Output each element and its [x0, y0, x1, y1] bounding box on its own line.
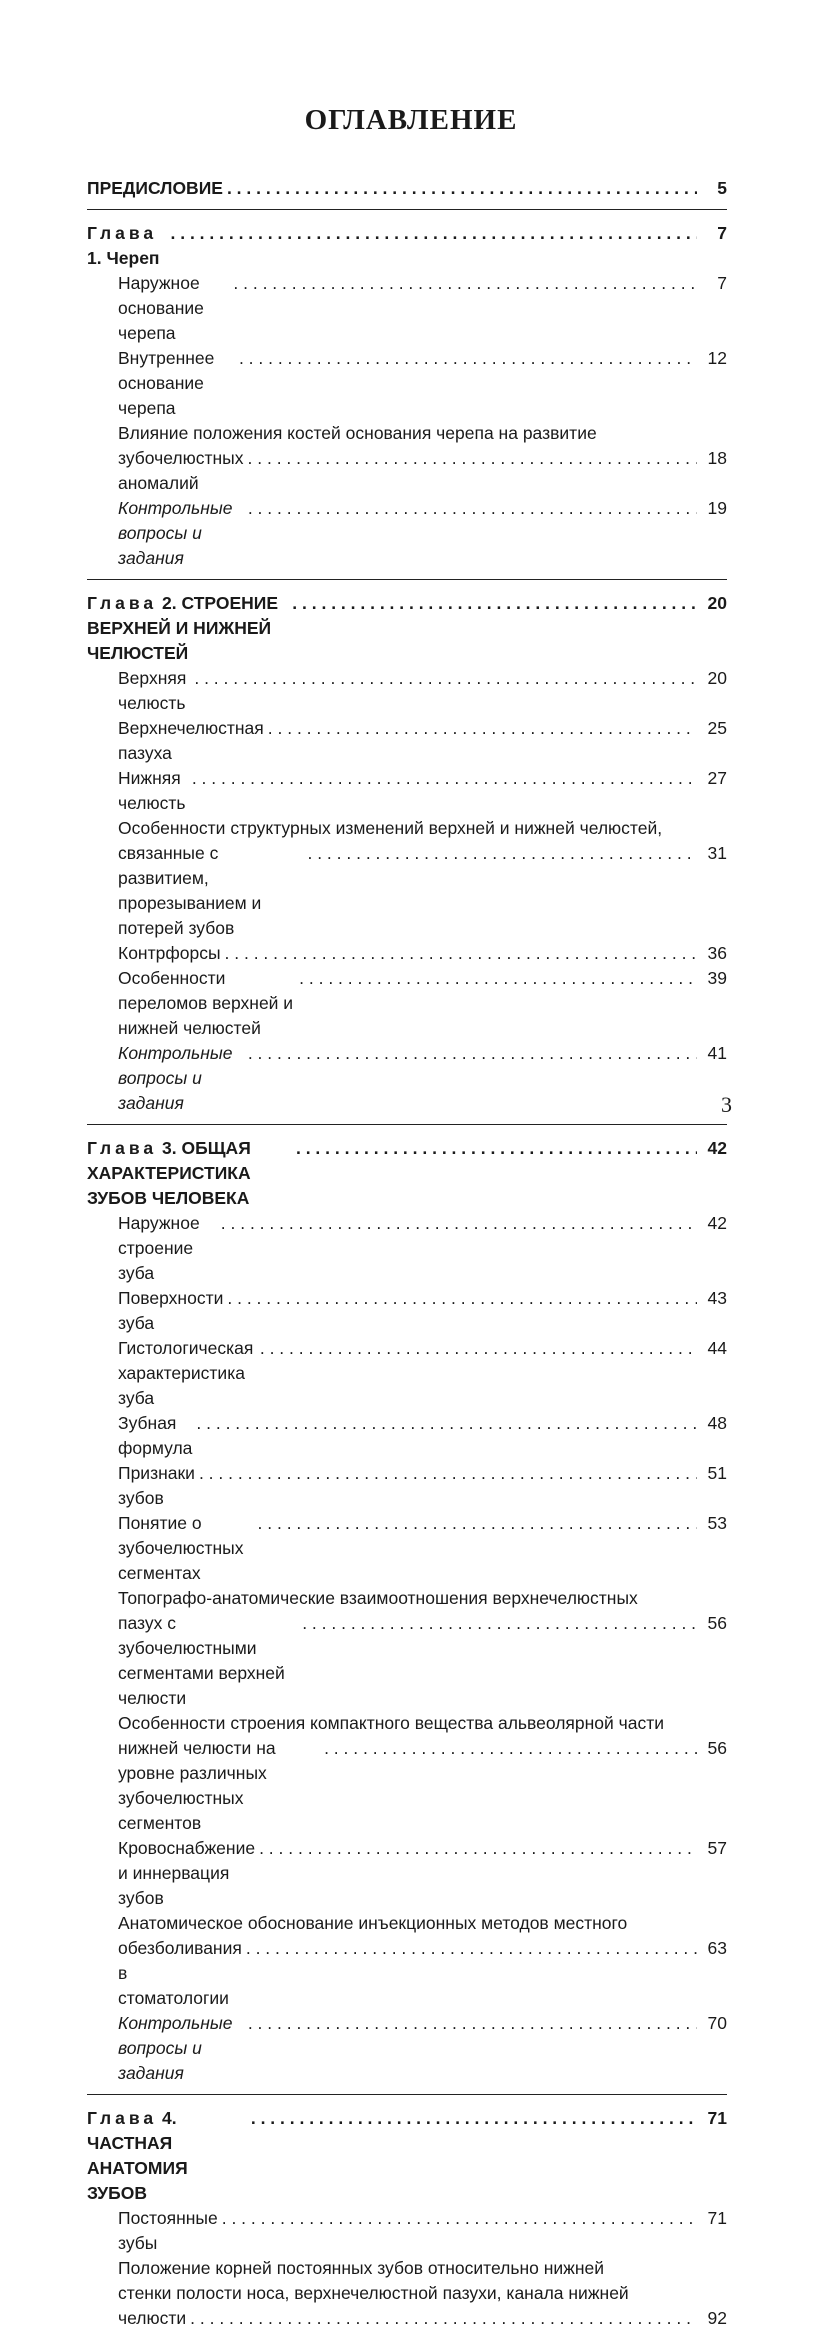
preface-page: 5 — [717, 178, 727, 198]
entry-page: 18 — [707, 448, 727, 468]
entry-line: Положение корней постоянных зубов относительно нижней — [118, 2258, 605, 2278]
chapter-number: 4. — [162, 2108, 177, 2128]
chapter-page: 71 — [707, 2108, 727, 2128]
entry-page: 63 — [707, 1938, 727, 1958]
dot-leader — [222, 2206, 697, 2231]
entry-page: 27 — [707, 768, 727, 788]
entry-label: Понятие о зубочелюстных сегментах — [118, 1513, 244, 1583]
entry-page: 51 — [707, 1463, 727, 1483]
entry-label: связанные с развитием, прорезыванием и потерей зубов — [118, 843, 262, 938]
entry-page: 57 — [707, 1838, 727, 1858]
entry-line: Топографо-анатомические взаимоотношения верхнечелюстных — [118, 1588, 638, 1608]
dot-leader — [194, 666, 697, 691]
chapter-title: СТРОЕНИЕ ВЕРХНЕЙ И НИЖНЕЙ ЧЕЛЮСТЕЙ — [87, 593, 279, 663]
entry-page: 31 — [707, 843, 727, 863]
entry-line: Анатомическое обоснование инъекционных методов местного — [118, 1913, 628, 1933]
dot-leader — [192, 766, 697, 791]
table-of-contents — [87, 176, 727, 2350]
dot-leader — [190, 2306, 697, 2331]
entry-page: 19 — [707, 498, 727, 518]
entry-page: 12 — [707, 348, 727, 368]
entry-line: Особенности структурных изменений верхней и нижней челюстей, — [118, 818, 663, 838]
entry-label: Постоянные зубы — [118, 2208, 218, 2253]
chapter-word: Глава — [87, 593, 158, 613]
toc-entry[interactable] — [87, 766, 727, 816]
chapter-title: Череп — [106, 248, 160, 268]
entry-label: Поверхности зуба — [118, 1288, 224, 1333]
page-number: 3 — [721, 1092, 732, 1117]
entry-page: 48 — [707, 1413, 727, 1433]
chapter-1-section — [87, 221, 727, 580]
entry-label: Зубная формула — [118, 1413, 193, 1458]
toc-entry[interactable] — [87, 1836, 727, 1911]
dot-leader — [225, 941, 697, 966]
entry-page: 71 — [707, 2208, 727, 2228]
dot-leader — [248, 496, 697, 521]
dot-leader — [248, 446, 697, 471]
entry-label: Признаки зубов — [118, 1463, 195, 1508]
toc-entry[interactable] — [87, 1286, 727, 1336]
dot-leader — [259, 1836, 697, 1861]
entry-page: 42 — [707, 1213, 727, 1233]
chapter-2-heading[interactable] — [87, 591, 727, 666]
toc-entry[interactable] — [87, 1411, 727, 1461]
toc-entry[interactable] — [87, 2206, 727, 2256]
toc-entry[interactable] — [87, 2011, 727, 2086]
entry-page: 92 — [707, 2308, 727, 2328]
chapter-number: 1. — [87, 248, 102, 268]
entry-line: Влияние положения костей основания черепа на развитие — [118, 423, 597, 443]
chapter-page: 42 — [707, 1138, 727, 1158]
entry-page: 7 — [717, 273, 727, 293]
entry-page: 36 — [707, 943, 727, 963]
dot-leader — [248, 2011, 697, 2036]
entry-page: 43 — [707, 1288, 727, 1308]
toc-entry[interactable] — [87, 1511, 727, 1586]
entry-label: Особенности переломов верхней и нижней челюстей — [118, 968, 294, 1038]
chapter-3-section — [87, 1136, 727, 2095]
dot-leader — [221, 1211, 697, 1236]
entry-page: 56 — [707, 1613, 727, 1633]
dot-leader — [248, 1041, 697, 1066]
chapter-4-heading[interactable] — [87, 2106, 727, 2206]
toc-entry[interactable] — [87, 716, 727, 766]
dot-leader — [292, 591, 697, 616]
chapter-number: 3. — [162, 1138, 177, 1158]
dot-leader — [299, 966, 697, 991]
entry-label: Кровоснабжение и иннервация зубов — [118, 1838, 256, 1908]
toc-entry[interactable] — [87, 841, 727, 941]
entry-page: 25 — [707, 718, 727, 738]
toc-entry[interactable] — [87, 2306, 727, 2331]
entry-line: стенки полости носа, верхнечелюстной пазухи, канала нижней — [118, 2283, 629, 2303]
entry-label: Наружное основание черепа — [118, 273, 204, 343]
page-title: ОГЛАВЛЕНИЕ — [304, 104, 518, 136]
chapter-4-section — [87, 2106, 727, 2339]
entry-label: Контрфорсы — [118, 943, 221, 963]
toc-entry[interactable] — [87, 941, 727, 966]
toc-entry[interactable] — [87, 1461, 727, 1511]
entry-label: Наружное строение зуба — [118, 1213, 200, 1283]
entry-label: Контрольные вопросы и задания — [118, 1043, 233, 1113]
dot-leader — [227, 176, 697, 201]
toc-entry[interactable] — [87, 966, 727, 1041]
dot-leader — [239, 346, 697, 371]
preface-label: ПРЕДИСЛОВИЕ — [87, 178, 223, 198]
dot-leader — [233, 271, 697, 296]
dot-leader — [196, 1411, 697, 1436]
entry-page: 39 — [707, 968, 727, 988]
entry-label: челюсти — [118, 2308, 187, 2328]
entry-label: Контрольные вопросы и задания — [118, 498, 233, 568]
entry-label: Верхнечелюстная пазуха — [118, 718, 264, 763]
preface-section — [87, 176, 727, 210]
toc-entry[interactable] — [87, 1611, 727, 1711]
toc-entry[interactable] — [87, 446, 727, 496]
entry-page: 70 — [707, 2013, 727, 2033]
chapter-number: 2. — [162, 593, 177, 613]
chapter-page: 7 — [717, 223, 727, 243]
toc-entry[interactable] — [87, 1211, 727, 1286]
chapter-word: Глава — [87, 2108, 158, 2128]
entry-label: Внутреннее основание черепа — [118, 348, 215, 418]
dot-leader — [251, 2106, 697, 2131]
chapter-title: ОБЩАЯ ХАРАКТЕРИСТИКА ЗУБОВ ЧЕЛОВЕКА — [87, 1138, 251, 1208]
chapter-title: ЧАСТНАЯ АНАТОМИЯ ЗУБОВ — [87, 2133, 188, 2203]
toc-entry[interactable] — [87, 1336, 727, 1411]
toc-entry[interactable] — [87, 1936, 727, 2011]
toc-entry[interactable] — [87, 1041, 727, 1116]
dot-leader — [199, 1461, 697, 1486]
chapter-word: Глава — [87, 1138, 158, 1158]
entry-page: 56 — [707, 1738, 727, 1758]
entry-label: нижней челюсти на уровне различных зубочелюстных сегментов — [118, 1738, 276, 1833]
entry-label: обезболивания в стоматологии — [118, 1938, 242, 2008]
entry-label: Нижняя челюсть — [118, 768, 186, 813]
dot-leader — [171, 221, 698, 246]
preface-entry[interactable] — [87, 176, 727, 201]
dot-leader — [307, 841, 697, 866]
entry-page: 53 — [707, 1513, 727, 1533]
dot-leader — [324, 1736, 697, 1761]
chapter-2-section — [87, 591, 727, 1125]
entry-label: Гистологическая характеристика зуба — [118, 1338, 254, 1408]
entry-label: Верхняя челюсть — [118, 668, 187, 713]
toc-entry[interactable] — [87, 1736, 727, 1836]
dot-leader — [227, 1286, 697, 1311]
dot-leader — [268, 716, 697, 741]
dot-leader — [302, 1611, 697, 1636]
toc-entry[interactable] — [87, 496, 727, 571]
dot-leader — [258, 1511, 697, 1536]
entry-line: Особенности строения компактного вещества альвеолярной части — [118, 1713, 665, 1733]
toc-entry[interactable] — [87, 346, 727, 421]
entry-label: Контрольные вопросы и задания — [118, 2013, 233, 2083]
entry-label: зубочелюстных аномалий — [118, 448, 244, 493]
chapter-page: 20 — [707, 593, 727, 613]
toc-entry[interactable] — [87, 271, 727, 346]
entry-page: 41 — [707, 1043, 727, 1063]
entry-page: 20 — [707, 668, 727, 688]
entry-label: пазух с зубочелюстными сегментами верхней челюсти — [118, 1613, 285, 1708]
toc-entry[interactable] — [87, 666, 727, 716]
chapter-1-heading[interactable] — [87, 221, 727, 271]
entry-page: 44 — [707, 1338, 727, 1358]
dot-leader — [260, 1336, 697, 1361]
dot-leader — [246, 1936, 697, 1961]
dot-leader — [296, 1136, 697, 1161]
chapter-word: Глава — [87, 223, 158, 243]
